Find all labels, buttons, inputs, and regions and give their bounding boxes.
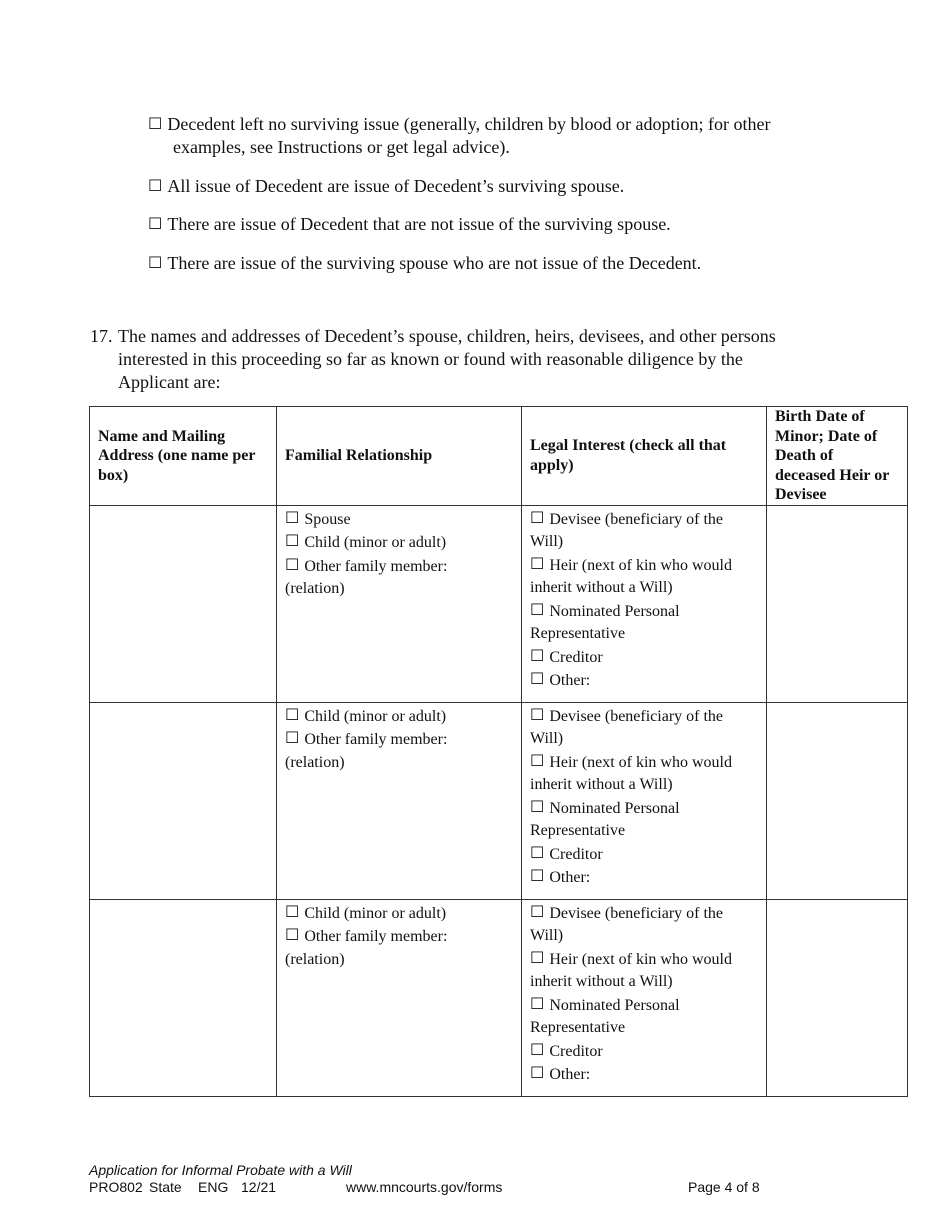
issue-option-not-issue-of-spouse	[148, 213, 671, 236]
checkbox-icon[interactable]: ☐	[285, 554, 300, 574]
issue-option-spouse-issue-not-decedent	[148, 252, 701, 275]
header-birth-death-date: Birth Date of Minor; Date of Death of deceased Heir or Devisee	[767, 407, 908, 506]
interest-option-heir: Heir (next of kin who would	[549, 556, 732, 574]
checkbox-icon[interactable]: ☐	[530, 901, 545, 921]
revision-date: 12/21	[241, 1179, 277, 1195]
header-name-address: Name and Mailing Address (one name per box)	[90, 407, 277, 506]
table-row	[90, 505, 908, 702]
interest-option-continued: Representative	[530, 625, 626, 642]
interest-option-nominated-pr: Nominated Personal	[549, 996, 680, 1014]
interest-option-continued: Will)	[530, 730, 564, 747]
checkbox-icon[interactable]: ☐	[530, 553, 545, 573]
interest-option-other: Other:	[549, 672, 591, 689]
issue-option-no-surviving-issue	[148, 113, 771, 159]
option-text: There are issue of the surviving spouse who are not issue of the Decedent.	[167, 253, 702, 273]
checkbox-icon[interactable]: ☐	[530, 669, 545, 688]
interest-option-creditor: Creditor	[549, 648, 603, 666]
header-familial-relationship: Familial Relationship	[277, 407, 522, 506]
relationship-option-child: Child (minor or adult)	[304, 707, 447, 725]
checkbox-icon[interactable]: ☐	[530, 599, 545, 619]
website-link[interactable]: www.mncourts.gov/forms	[346, 1179, 503, 1195]
birth-death-date-cell[interactable]	[767, 702, 908, 899]
checkbox-icon[interactable]: ☐	[148, 176, 163, 195]
checkbox-icon[interactable]: ☐	[148, 253, 163, 272]
checkbox-icon[interactable]: ☐	[530, 842, 545, 862]
checkbox-icon[interactable]: ☐	[148, 214, 163, 233]
interest-option-continued: inherit without a Will)	[530, 579, 673, 596]
legal-interest-cell	[522, 899, 767, 1096]
checkbox-icon[interactable]: ☐	[530, 645, 545, 665]
form-title: Application for Informal Probate with a Will	[89, 1162, 352, 1178]
interest-option-devisee: Devisee (beneficiary of the	[549, 510, 724, 528]
relation-note: (relation)	[285, 580, 345, 597]
checkbox-icon[interactable]: ☐	[530, 993, 545, 1013]
relationship-option-child: Child (minor or adult)	[304, 534, 447, 551]
interested-persons-table	[89, 406, 908, 1097]
language: ENG	[198, 1179, 229, 1195]
page-number: Page 4 of 8	[688, 1179, 760, 1195]
relationship-cell	[277, 505, 522, 702]
option-text-continued: examples, see Instructions or get legal advice).	[173, 137, 510, 157]
jurisdiction: State	[149, 1179, 182, 1195]
interest-option-continued: inherit without a Will)	[530, 776, 673, 793]
question-text-line: interested in this proceeding so far as known or found with reasonable diligence by the	[118, 349, 743, 369]
relationship-option-child: Child (minor or adult)	[304, 904, 447, 922]
birth-death-date-cell[interactable]	[767, 899, 908, 1096]
interest-option-heir: Heir (next of kin who would	[549, 753, 732, 771]
birth-death-date-cell[interactable]	[767, 505, 908, 702]
interest-option-nominated-pr: Nominated Personal	[549, 799, 680, 817]
relationship-cell	[277, 899, 522, 1096]
checkbox-icon[interactable]: ☐	[530, 796, 545, 816]
interest-option-continued: inherit without a Will)	[530, 973, 673, 990]
interest-option-other: Other:	[549, 1066, 591, 1083]
name-address-cell[interactable]	[90, 505, 277, 702]
checkbox-icon[interactable]: ☐	[285, 925, 300, 944]
checkbox-icon[interactable]: ☐	[530, 1063, 545, 1082]
table-header-row	[90, 407, 908, 506]
legal-interest-cell	[522, 702, 767, 899]
checkbox-icon[interactable]: ☐	[148, 114, 163, 133]
legal-interest-cell	[522, 505, 767, 702]
relationship-cell	[277, 702, 522, 899]
interest-option-creditor: Creditor	[549, 845, 603, 863]
relationship-option-other: Other family member:	[304, 731, 448, 748]
interest-option-continued: Will)	[530, 927, 564, 944]
interest-option-continued: Representative	[530, 822, 626, 839]
checkbox-icon[interactable]: ☐	[285, 704, 300, 724]
relationship-option-other: Other family member:	[304, 928, 448, 945]
question-text-line: Applicant are:	[118, 372, 221, 392]
table-row	[90, 899, 908, 1096]
checkbox-icon[interactable]: ☐	[530, 750, 545, 770]
option-text: All issue of Decedent are issue of Decedent’s surviving spouse.	[167, 176, 625, 196]
interest-option-heir: Heir (next of kin who would	[549, 950, 732, 968]
checkbox-icon[interactable]: ☐	[285, 507, 300, 527]
form-code: PRO802	[89, 1179, 143, 1195]
header-legal-interest: Legal Interest (check all that apply)	[522, 407, 767, 506]
interest-option-devisee: Devisee (beneficiary of the	[549, 707, 724, 725]
table-row	[90, 702, 908, 899]
question-number: 17.	[90, 326, 113, 346]
checkbox-icon[interactable]: ☐	[530, 1039, 545, 1059]
checkbox-icon[interactable]: ☐	[285, 901, 300, 921]
relation-note: (relation)	[285, 950, 345, 968]
checkbox-icon[interactable]: ☐	[285, 728, 300, 747]
issue-option-all-issue-of-spouse	[148, 175, 624, 198]
question-text-line: The names and addresses of Decedent’s spouse, children, heirs, devisees, and other persons	[118, 326, 776, 346]
option-text: There are issue of Decedent that are not issue of the surviving spouse.	[167, 214, 671, 234]
page-footer	[89, 1162, 789, 1195]
name-address-cell[interactable]	[90, 899, 277, 1096]
option-text: Decedent left no surviving issue (generally, children by blood or adoption; for other	[167, 114, 771, 134]
interest-option-devisee: Devisee (beneficiary of the	[549, 904, 724, 922]
checkbox-icon[interactable]: ☐	[530, 507, 545, 527]
checkbox-icon[interactable]: ☐	[530, 704, 545, 724]
relationship-option-other: Other family member:	[304, 557, 448, 575]
interest-option-continued: Will)	[530, 533, 564, 550]
interest-option-creditor: Creditor	[549, 1042, 603, 1060]
interest-option-continued: Representative	[530, 1019, 626, 1036]
interest-option-other: Other:	[549, 869, 591, 886]
interest-option-nominated-pr: Nominated Personal	[549, 602, 680, 620]
question-17	[90, 325, 820, 394]
checkbox-icon[interactable]: ☐	[530, 947, 545, 967]
checkbox-icon[interactable]: ☐	[285, 531, 300, 550]
relation-note: (relation)	[285, 753, 345, 771]
name-address-cell[interactable]	[90, 702, 277, 899]
relationship-option-spouse: Spouse	[304, 510, 351, 528]
checkbox-icon[interactable]: ☐	[530, 866, 545, 885]
